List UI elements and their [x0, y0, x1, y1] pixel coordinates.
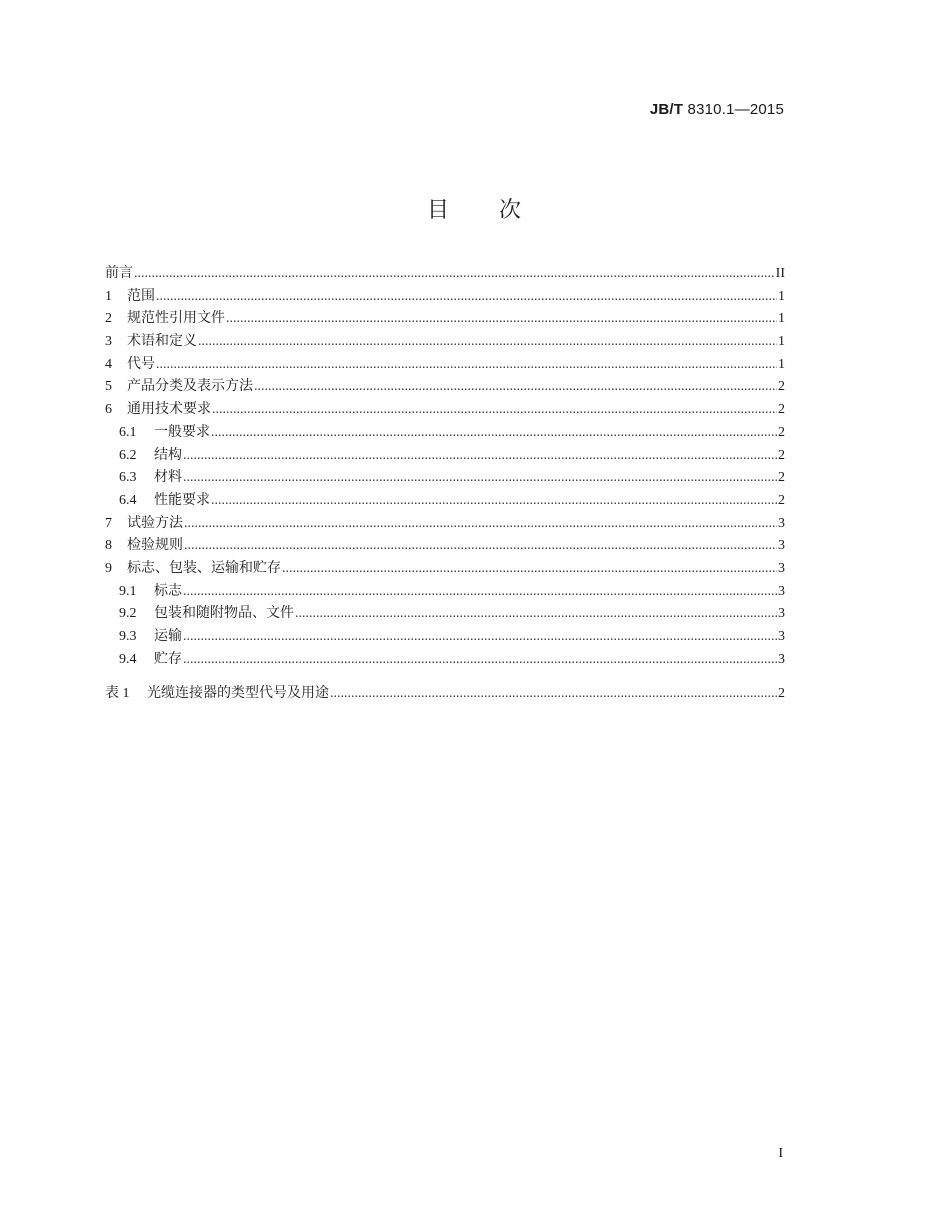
- toc-entry-label: 范围: [127, 288, 155, 304]
- toc-entry-page: 3: [778, 629, 785, 644]
- toc-entry-page: 2: [778, 402, 785, 418]
- toc-entry-number: 9.2: [119, 606, 137, 622]
- title-char-1: 目: [426, 198, 451, 223]
- toc-entry-page: 3: [778, 538, 785, 554]
- toc-entry-page: 2: [778, 447, 785, 463]
- toc-entry-label: 术语和定义: [127, 334, 197, 350]
- toc-entry-7[interactable]: [105, 513, 785, 536]
- toc-entry-3[interactable]: [105, 331, 785, 354]
- toc-entry-6-3[interactable]: [105, 467, 785, 490]
- toc-entry-page: 2: [778, 470, 785, 486]
- toc-entry-page: II: [775, 266, 785, 281]
- toc-entry-label: 通用技术要求: [127, 402, 211, 418]
- toc-spacer: [105, 671, 785, 683]
- footer-page-number: I: [778, 1146, 783, 1161]
- toc-leader-dots: [226, 308, 777, 331]
- toc-entry-6[interactable]: [105, 399, 785, 422]
- toc-leader-dots: [183, 467, 777, 490]
- toc-entry-label: 标志: [154, 583, 182, 599]
- standard-prefix: JB/T: [649, 101, 684, 118]
- toc-entry-9-1[interactable]: [105, 581, 785, 604]
- toc-entry-8[interactable]: [105, 535, 785, 558]
- toc-entry-6-2[interactable]: [105, 445, 785, 468]
- toc-entry-label: 材料: [154, 470, 182, 486]
- toc-entry-label: 试验方法: [127, 515, 183, 531]
- toc-entry-6-1[interactable]: [105, 422, 785, 445]
- toc-leader-dots: [183, 445, 777, 468]
- toc-entry-label: 代号: [127, 356, 155, 372]
- toc-leader-dots: [183, 626, 777, 649]
- toc-entry-page: 1: [778, 356, 785, 372]
- toc-entry-number: 6.1: [119, 424, 137, 440]
- standard-suffix: 8310.1—2015: [683, 101, 784, 118]
- toc-entry-label: 前言: [105, 266, 133, 281]
- toc-leader-dots: [156, 354, 777, 377]
- toc-entry-number: 2: [105, 311, 112, 327]
- toc-entry-9-2[interactable]: [105, 603, 785, 626]
- toc-entry-2[interactable]: [105, 308, 785, 331]
- toc-entry-number: 9.4: [119, 651, 137, 667]
- toc-entry-page: 3: [778, 606, 785, 622]
- toc-entry-label: 结构: [154, 447, 182, 463]
- toc-leader-dots: [184, 535, 777, 558]
- toc-entry-number: 6.3: [119, 470, 137, 486]
- toc-entry-number: 7: [105, 515, 112, 531]
- toc-entry-page: 1: [778, 311, 785, 327]
- toc-leader-dots: [183, 581, 777, 604]
- toc-entry-number: 6: [105, 402, 112, 418]
- toc-leader-dots: [198, 331, 777, 354]
- toc-entry-number: 5: [105, 379, 112, 395]
- toc-entry-page: 3: [778, 583, 785, 599]
- toc-leader-dots: [211, 490, 777, 513]
- toc-entry-1[interactable]: [105, 286, 785, 309]
- title-char-2: 次: [499, 198, 524, 223]
- toc-leader-dots: [212, 399, 777, 422]
- toc-entry-page: 2: [778, 492, 785, 508]
- toc-leader-dots: [183, 649, 777, 672]
- toc-leader-dots: [184, 513, 777, 536]
- toc-leader-dots: [156, 286, 777, 309]
- toc-table-number: 表 1: [105, 686, 130, 702]
- toc-leader-dots: [134, 263, 775, 286]
- table-of-contents: [105, 263, 785, 706]
- toc-entry-label: 检验规则: [127, 538, 183, 554]
- toc-entry-page: 2: [778, 424, 785, 440]
- toc-table-page: 2: [778, 686, 785, 702]
- toc-entry-foreword[interactable]: [105, 263, 785, 286]
- toc-leader-dots: [330, 683, 777, 706]
- toc-entry-page: 2: [778, 379, 785, 395]
- toc-entry-9-3[interactable]: [105, 626, 785, 649]
- toc-table-label: 光缆连接器的类型代号及用途: [147, 686, 329, 702]
- toc-entry-4[interactable]: [105, 354, 785, 377]
- toc-entry-page: 3: [778, 651, 785, 667]
- toc-entry-number: 9.1: [119, 583, 137, 599]
- toc-entry-label: 产品分类及表示方法: [127, 379, 253, 395]
- standard-number: [650, 101, 784, 118]
- toc-entry-page: 3: [778, 560, 785, 576]
- toc-entry-number: 6.4: [119, 492, 137, 508]
- toc-leader-dots: [282, 558, 777, 581]
- toc-entry-5[interactable]: [105, 376, 785, 399]
- toc-entry-label: 运输: [154, 629, 182, 644]
- toc-entry-9[interactable]: [105, 558, 785, 581]
- toc-entry-number: 4: [105, 356, 112, 372]
- toc-leader-dots: [295, 603, 777, 626]
- toc-entry-label: 一般要求: [154, 424, 210, 440]
- toc-entry-label: 性能要求: [154, 492, 210, 508]
- toc-entry-label: 贮存: [154, 651, 182, 667]
- toc-entry-number: 9: [105, 560, 112, 576]
- page-title: [0, 193, 950, 224]
- toc-entry-number: 1: [105, 288, 112, 304]
- toc-entry-9-4[interactable]: [105, 649, 785, 672]
- toc-entry-page: 1: [778, 288, 785, 304]
- toc-leader-dots: [211, 422, 777, 445]
- toc-leader-dots: [254, 376, 777, 399]
- toc-entry-number: 8: [105, 538, 112, 554]
- toc-entry-page: 1: [778, 334, 785, 350]
- toc-entry-label: 包装和随附物品、文件: [154, 606, 294, 622]
- toc-entry-number: 6.2: [119, 447, 137, 463]
- toc-entry-label: 规范性引用文件: [127, 311, 225, 327]
- toc-entry-label: 标志、包装、运输和贮存: [127, 560, 281, 576]
- toc-entry-page: 3: [778, 515, 785, 531]
- toc-entry-number: 3: [105, 334, 112, 350]
- toc-entry-table-1[interactable]: [105, 683, 785, 706]
- toc-entry-6-4[interactable]: [105, 490, 785, 513]
- toc-entry-number: 9.3: [119, 629, 137, 644]
